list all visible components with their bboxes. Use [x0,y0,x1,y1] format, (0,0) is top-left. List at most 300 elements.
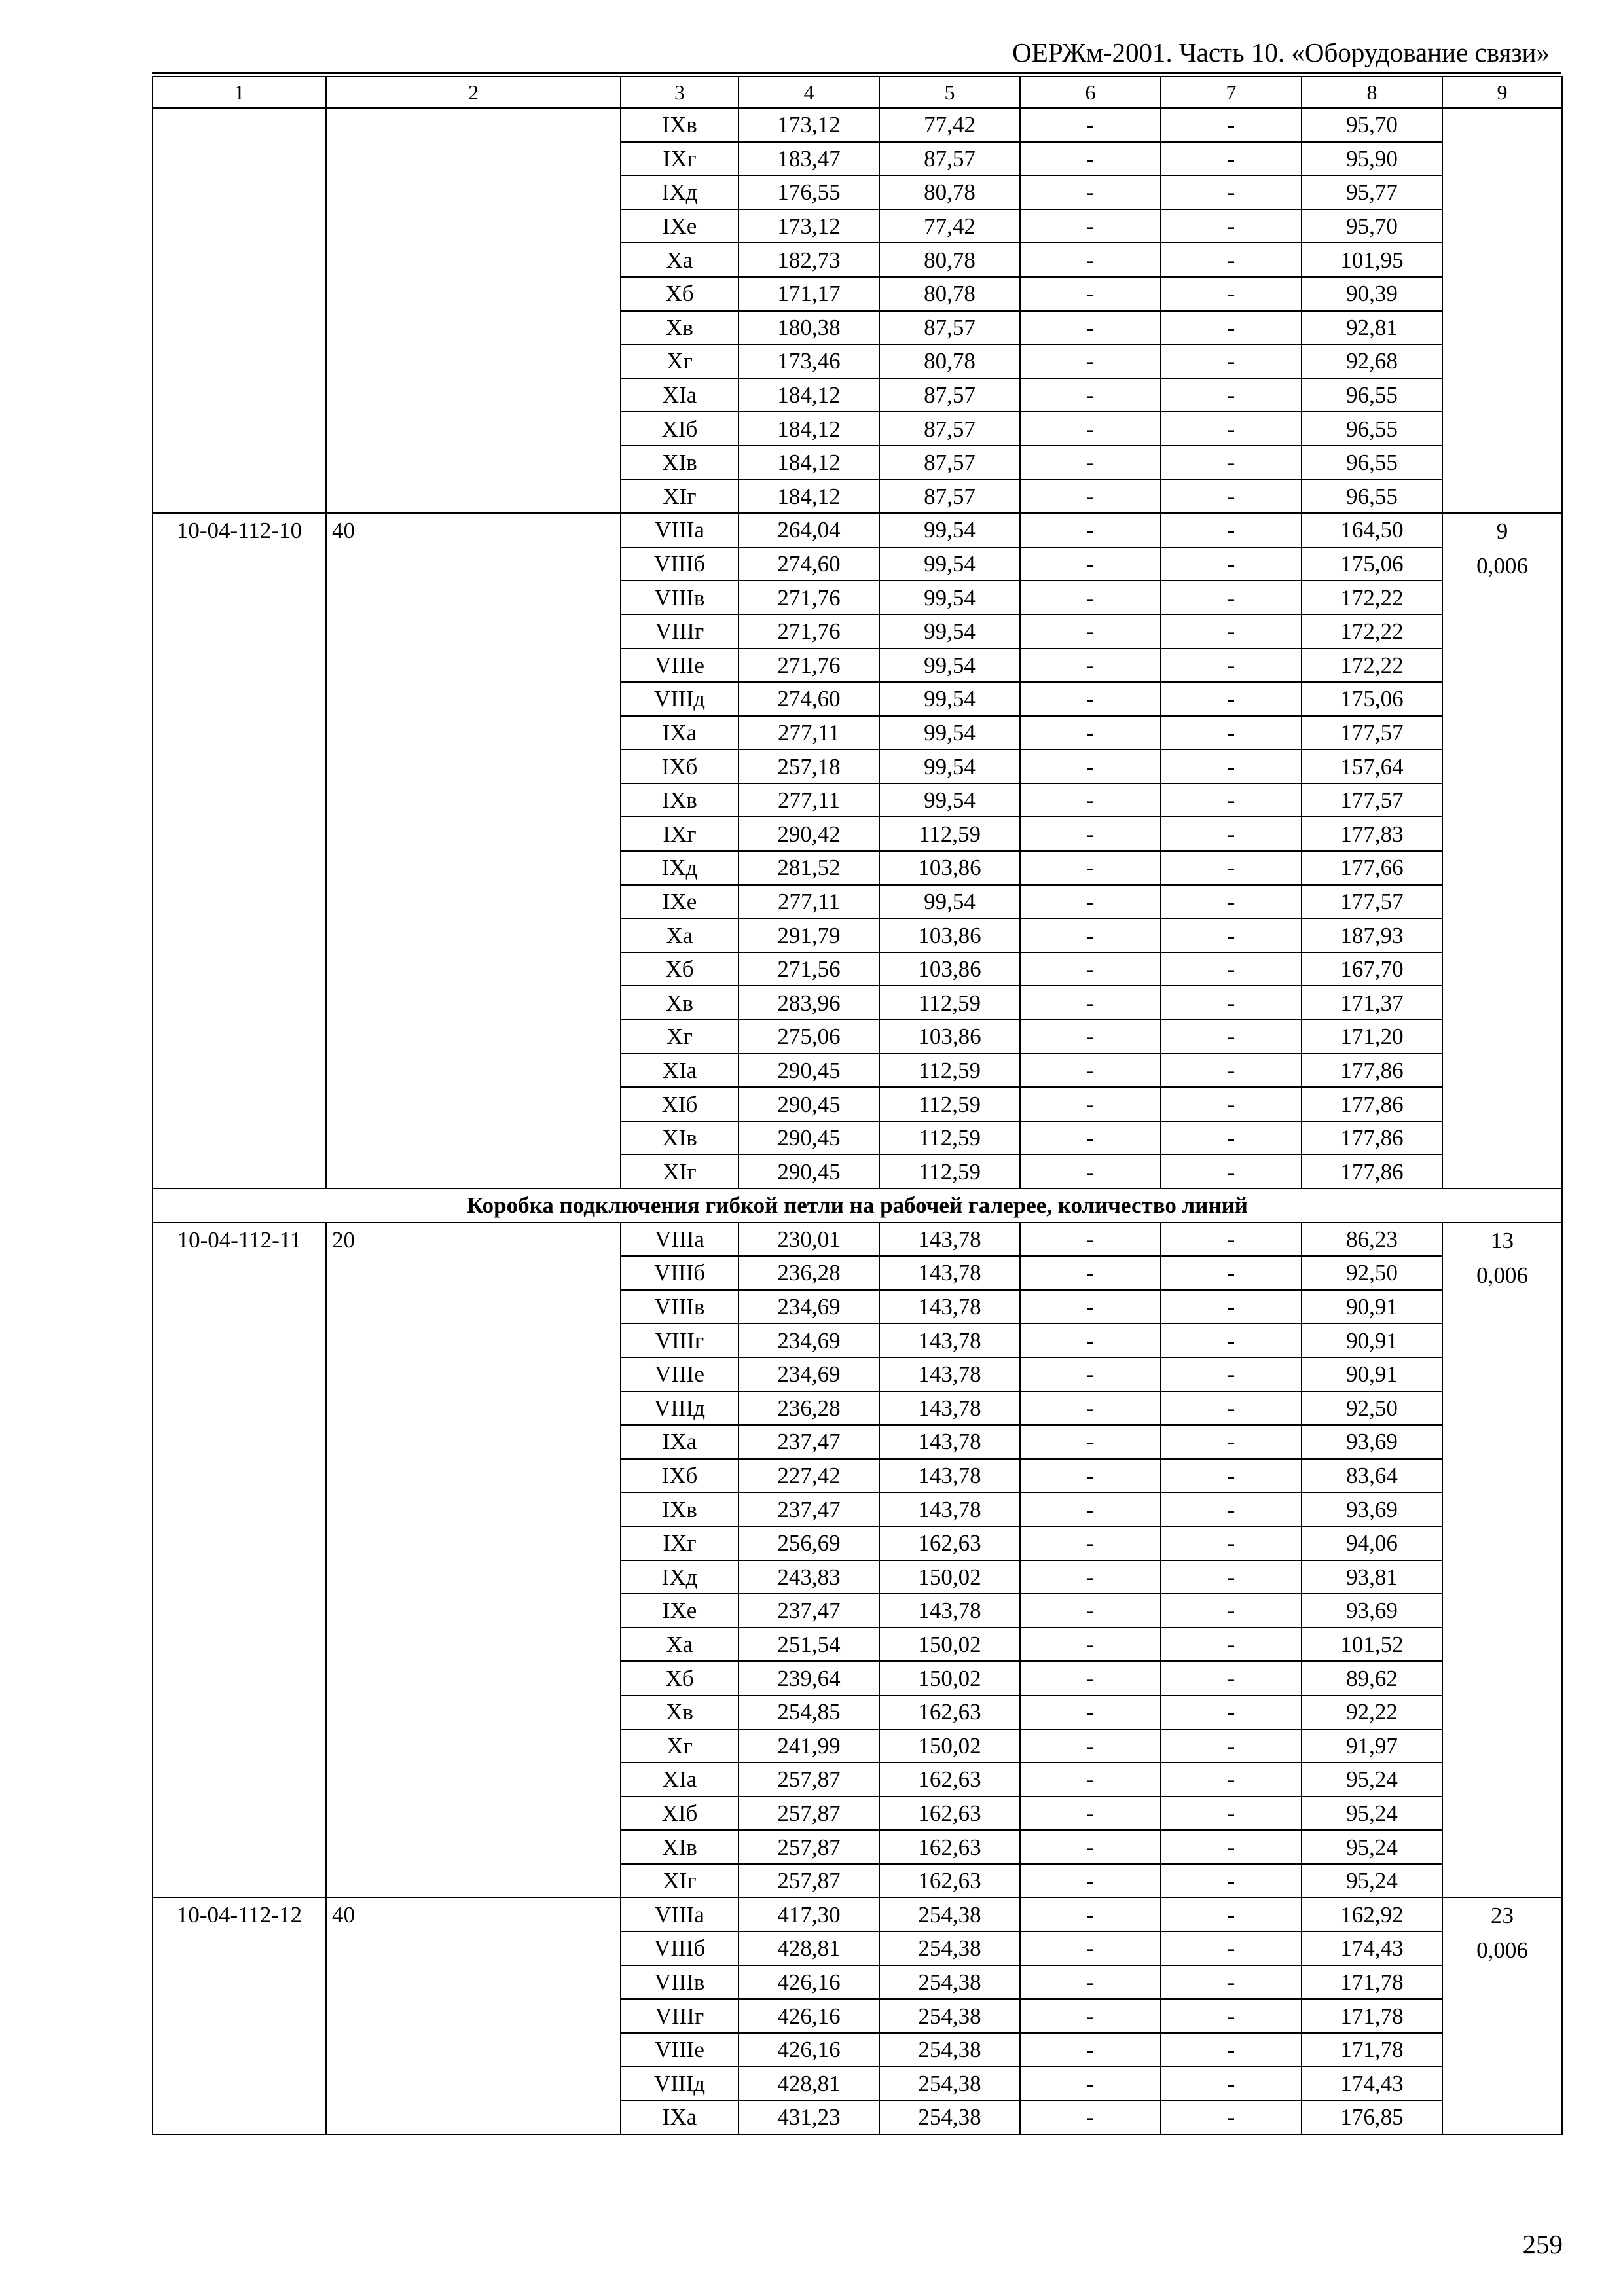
zone-cell: IXб [621,1459,739,1493]
driver-wages-cell: - [1161,1492,1302,1526]
materials-cell: 177,66 [1302,851,1442,885]
machine-cost-cell: - [1020,581,1161,615]
machine-cost-cell: - [1020,1560,1161,1594]
labor-cost-cell [1442,108,1562,513]
materials-cell: 171,20 [1302,1020,1442,1054]
driver-wages-cell: - [1161,344,1302,378]
rate-code-cell: 10-04-112-12 [153,1897,326,2134]
driver-wages-cell: - [1161,311,1302,345]
machine-cost-cell: - [1020,986,1161,1020]
materials-cell: 86,23 [1302,1223,1442,1257]
materials-cell: 162,92 [1302,1897,1442,1931]
zone-cell: Xа [621,243,739,277]
wages-cell: 87,57 [879,142,1020,176]
wages-cell: 99,54 [879,885,1020,919]
materials-cell: 177,57 [1302,716,1442,750]
materials-cell: 96,55 [1302,378,1442,412]
total-cost-cell: 173,12 [739,209,879,243]
page-number: 259 [1522,2229,1563,2259]
machine-cost-cell: - [1020,446,1161,480]
driver-wages-cell: - [1161,412,1302,446]
wages-cell: 99,54 [879,581,1020,615]
machine-cost-cell: - [1020,1290,1161,1324]
wages-cell: 80,78 [879,277,1020,311]
zone-cell: Xа [621,918,739,952]
zone-cell: XIг [621,480,739,514]
wages-cell: 162,63 [879,1864,1020,1898]
wages-cell: 254,38 [879,1999,1020,2033]
zone-cell: IXг [621,142,739,176]
machine-cost-cell: - [1020,1931,1161,1965]
wages-cell: 150,02 [879,1560,1020,1594]
total-cost-cell: 271,56 [739,952,879,986]
parameter-cell: 40 [326,513,621,1189]
machine-cost-cell: - [1020,1830,1161,1864]
materials-cell: 94,06 [1302,1526,1442,1560]
total-cost-cell: 426,16 [739,1999,879,2033]
zone-cell: IXв [621,783,739,817]
wages-cell: 254,38 [879,1965,1020,2000]
materials-cell: 171,78 [1302,1999,1442,2033]
driver-wages-cell: - [1161,2066,1302,2100]
column-number: 5 [879,77,1020,108]
driver-wages-cell: - [1161,1054,1302,1088]
total-cost-cell: 257,18 [739,749,879,783]
machine-cost-cell: - [1020,783,1161,817]
machine-cost-cell: - [1020,1425,1161,1459]
materials-cell: 92,50 [1302,1256,1442,1290]
zone-cell: VIIIд [621,682,739,716]
materials-cell: 90,91 [1302,1323,1442,1357]
wages-cell: 143,78 [879,1256,1020,1290]
wages-cell: 254,38 [879,1931,1020,1965]
wages-cell: 112,59 [879,817,1020,851]
wages-cell: 143,78 [879,1459,1020,1493]
zone-cell: IXа [621,2100,739,2134]
machine-cost-cell: - [1020,1492,1161,1526]
machine-cost-cell: - [1020,1864,1161,1898]
driver-wages-cell: - [1161,1628,1302,1662]
zone-cell: Xб [621,952,739,986]
materials-cell: 171,37 [1302,986,1442,1020]
wages-cell: 87,57 [879,446,1020,480]
materials-cell: 91,97 [1302,1729,1442,1763]
materials-cell: 93,69 [1302,1594,1442,1628]
wages-cell: 143,78 [879,1323,1020,1357]
driver-wages-cell: - [1161,1391,1302,1426]
materials-cell: 164,50 [1302,513,1442,547]
driver-wages-cell: - [1161,1256,1302,1290]
machine-cost-cell: - [1020,1054,1161,1088]
zone-cell: IXв [621,108,739,142]
driver-wages-cell: - [1161,277,1302,311]
machine-cost-cell: - [1020,1628,1161,1662]
materials-cell: 95,24 [1302,1763,1442,1797]
wages-cell: 99,54 [879,615,1020,649]
machine-cost-cell: - [1020,1695,1161,1729]
wages-cell: 162,63 [879,1797,1020,1831]
labor-cost-value: 23 [1491,1903,1514,1929]
zone-cell: VIIIе [621,1357,739,1391]
materials-cell: 172,22 [1302,615,1442,649]
driver-wages-cell: - [1161,952,1302,986]
column-number: 6 [1020,77,1161,108]
zone-cell: VIIIб [621,1256,739,1290]
materials-cell: 177,86 [1302,1121,1442,1155]
wages-cell: 150,02 [879,1729,1020,1763]
wages-cell: 80,78 [879,175,1020,209]
total-cost-cell: 173,46 [739,344,879,378]
machine-cost-cell: - [1020,2100,1161,2134]
driver-wages-cell: - [1161,1729,1302,1763]
wages-cell: 103,86 [879,851,1020,885]
total-cost-cell: 239,64 [739,1661,879,1695]
zone-cell: VIIIд [621,2066,739,2100]
wages-cell: 103,86 [879,918,1020,952]
zone-cell: IXб [621,749,739,783]
wages-cell: 99,54 [879,547,1020,581]
total-cost-cell: 251,54 [739,1628,879,1662]
materials-cell: 92,68 [1302,344,1442,378]
machine-cost-cell: - [1020,1087,1161,1121]
section-heading-row [153,1189,1562,1223]
materials-cell: 90,91 [1302,1290,1442,1324]
total-cost-cell: 256,69 [739,1526,879,1560]
driver-wages-cell: - [1161,1323,1302,1357]
driver-wages-cell: - [1161,513,1302,547]
materials-cell: 95,24 [1302,1797,1442,1831]
materials-cell: 89,62 [1302,1661,1442,1695]
column-number: 4 [739,77,879,108]
materials-cell: 96,55 [1302,446,1442,480]
zone-cell: VIIIа [621,513,739,547]
wages-cell: 162,63 [879,1695,1020,1729]
driver-wages-cell: - [1161,1087,1302,1121]
materials-cell: 172,22 [1302,581,1442,615]
column-number: 3 [621,77,739,108]
total-cost-cell: 243,83 [739,1560,879,1594]
driver-wages-cell: - [1161,986,1302,1020]
materials-cell: 101,52 [1302,1628,1442,1662]
wages-cell: 150,02 [879,1628,1020,1662]
wages-cell: 77,42 [879,108,1020,142]
driver-wages-cell: - [1161,1830,1302,1864]
wages-cell: 112,59 [879,1054,1020,1088]
zone-cell: XIа [621,1054,739,1088]
machine-cost-cell: - [1020,1223,1161,1257]
driver-wages-cell: - [1161,749,1302,783]
header-rule [152,72,1561,74]
machine-cost-cell: - [1020,1391,1161,1426]
driver-wages-cell: - [1161,108,1302,142]
total-cost-cell: 257,87 [739,1797,879,1831]
machine-cost-cell: - [1020,344,1161,378]
zone-cell: VIIIв [621,581,739,615]
driver-wages-cell: - [1161,682,1302,716]
driver-wages-cell: - [1161,1594,1302,1628]
machine-cost-cell: - [1020,243,1161,277]
machine-cost-cell: - [1020,1020,1161,1054]
zone-cell: IXд [621,851,739,885]
zone-cell: IXг [621,1526,739,1560]
machine-cost-cell: - [1020,513,1161,547]
driver-wages-cell: - [1161,1223,1302,1257]
materials-cell: 187,93 [1302,918,1442,952]
total-cost-cell: 264,04 [739,513,879,547]
zone-cell: Xв [621,1695,739,1729]
driver-wages-cell: - [1161,1965,1302,2000]
wages-cell: 99,54 [879,513,1020,547]
wages-cell: 143,78 [879,1594,1020,1628]
driver-wages-cell: - [1161,615,1302,649]
total-cost-cell: 176,55 [739,175,879,209]
driver-wages-cell: - [1161,885,1302,919]
materials-cell: 95,24 [1302,1830,1442,1864]
driver-wages-cell: - [1161,1425,1302,1459]
driver-wages-cell: - [1161,1797,1302,1831]
driver-wages-cell: - [1161,2033,1302,2067]
wages-cell: 143,78 [879,1357,1020,1391]
zone-cell: VIIIг [621,1999,739,2033]
labor-cost-value: 13 [1491,1227,1514,1253]
wages-cell: 143,78 [879,1492,1020,1526]
materials-cell: 172,22 [1302,649,1442,683]
machine-cost-cell: - [1020,1594,1161,1628]
wages-cell: 99,54 [879,783,1020,817]
total-cost-cell: 234,69 [739,1290,879,1324]
labor-cost-value: 0,006 [1476,553,1528,579]
machine-cost-cell: - [1020,1763,1161,1797]
machine-cost-cell: - [1020,108,1161,142]
total-cost-cell: 182,73 [739,243,879,277]
machine-cost-cell: - [1020,749,1161,783]
zone-cell: Xг [621,1020,739,1054]
column-number: 9 [1442,77,1562,108]
driver-wages-cell: - [1161,175,1302,209]
total-cost-cell: 417,30 [739,1897,879,1931]
machine-cost-cell: - [1020,480,1161,514]
wages-cell: 254,38 [879,2100,1020,2134]
materials-cell: 95,70 [1302,209,1442,243]
zone-cell: XIа [621,378,739,412]
wages-cell: 99,54 [879,649,1020,683]
machine-cost-cell: - [1020,2066,1161,2100]
total-cost-cell: 180,38 [739,311,879,345]
materials-cell: 177,86 [1302,1155,1442,1189]
machine-cost-cell: - [1020,277,1161,311]
materials-cell: 176,85 [1302,2100,1442,2134]
zone-cell: XIг [621,1864,739,1898]
zone-cell: XIб [621,1797,739,1831]
materials-cell: 177,86 [1302,1054,1442,1088]
driver-wages-cell: - [1161,1020,1302,1054]
total-cost-cell: 271,76 [739,649,879,683]
total-cost-cell: 274,60 [739,682,879,716]
zone-cell: IXа [621,716,739,750]
materials-cell: 96,55 [1302,412,1442,446]
total-cost-cell: 241,99 [739,1729,879,1763]
total-cost-cell: 184,12 [739,378,879,412]
zone-cell: Xв [621,986,739,1020]
materials-cell: 95,77 [1302,175,1442,209]
zone-cell: Xг [621,1729,739,1763]
driver-wages-cell: - [1161,2100,1302,2134]
materials-cell: 95,90 [1302,142,1442,176]
driver-wages-cell: - [1161,480,1302,514]
total-cost-cell: 171,17 [739,277,879,311]
total-cost-cell: 230,01 [739,1223,879,1257]
machine-cost-cell: - [1020,175,1161,209]
zone-cell: VIIIа [621,1897,739,1931]
machine-cost-cell: - [1020,1897,1161,1931]
machine-cost-cell: - [1020,649,1161,683]
total-cost-cell: 428,81 [739,2066,879,2100]
zone-cell: VIIIб [621,547,739,581]
total-cost-cell: 290,45 [739,1121,879,1155]
driver-wages-cell: - [1161,243,1302,277]
parameter-cell [326,108,621,513]
labor-cost-cell [1442,513,1562,1189]
driver-wages-cell: - [1161,783,1302,817]
materials-cell: 175,06 [1302,547,1442,581]
total-cost-cell: 184,12 [739,480,879,514]
total-cost-cell: 277,11 [739,783,879,817]
driver-wages-cell: - [1161,1931,1302,1965]
total-cost-cell: 277,11 [739,716,879,750]
column-number: 2 [326,77,621,108]
zone-cell: VIIIв [621,1290,739,1324]
driver-wages-cell: - [1161,918,1302,952]
zone-cell: VIIIе [621,649,739,683]
machine-cost-cell: - [1020,378,1161,412]
machine-cost-cell: - [1020,1999,1161,2033]
wages-cell: 87,57 [879,311,1020,345]
table-row [153,108,1562,142]
wages-cell: 254,38 [879,2033,1020,2067]
wages-cell: 77,42 [879,209,1020,243]
column-number: 1 [153,77,326,108]
wages-cell: 254,38 [879,1897,1020,1931]
labor-cost-value: 0,006 [1476,1262,1528,1288]
wages-cell: 150,02 [879,1661,1020,1695]
materials-cell: 83,64 [1302,1459,1442,1493]
total-cost-cell: 274,60 [739,547,879,581]
driver-wages-cell: - [1161,1357,1302,1391]
driver-wages-cell: - [1161,1763,1302,1797]
driver-wages-cell: - [1161,1121,1302,1155]
materials-cell: 177,86 [1302,1087,1442,1121]
labor-cost-value: 0,006 [1476,1937,1528,1964]
materials-cell: 174,43 [1302,1931,1442,1965]
wages-cell: 162,63 [879,1763,1020,1797]
machine-cost-cell: - [1020,142,1161,176]
materials-cell: 101,95 [1302,243,1442,277]
column-number-row [153,77,1562,108]
parameter-cell: 40 [326,1897,621,2134]
driver-wages-cell: - [1161,817,1302,851]
total-cost-cell: 227,42 [739,1459,879,1493]
machine-cost-cell: - [1020,1357,1161,1391]
zone-cell: IXе [621,209,739,243]
zone-cell: VIIIд [621,1391,739,1426]
machine-cost-cell: - [1020,2033,1161,2067]
wages-cell: 162,63 [879,1526,1020,1560]
zone-cell: IXв [621,1492,739,1526]
zone-cell: XIг [621,1155,739,1189]
machine-cost-cell: - [1020,1797,1161,1831]
materials-cell: 90,39 [1302,277,1442,311]
rates-table [152,76,1563,2135]
materials-cell: 92,22 [1302,1695,1442,1729]
table-row [153,1223,1562,1257]
zone-cell: XIв [621,1121,739,1155]
total-cost-cell: 428,81 [739,1931,879,1965]
column-number: 7 [1161,77,1302,108]
machine-cost-cell: - [1020,1526,1161,1560]
machine-cost-cell: - [1020,1121,1161,1155]
materials-cell: 93,69 [1302,1425,1442,1459]
zone-cell: Xа [621,1628,739,1662]
zone-cell: XIб [621,412,739,446]
zone-cell: Xг [621,344,739,378]
zone-cell: IXа [621,1425,739,1459]
machine-cost-cell: - [1020,615,1161,649]
materials-cell: 157,64 [1302,749,1442,783]
total-cost-cell: 254,85 [739,1695,879,1729]
wages-cell: 99,54 [879,682,1020,716]
driver-wages-cell: - [1161,581,1302,615]
wages-cell: 112,59 [879,1087,1020,1121]
materials-cell: 93,81 [1302,1560,1442,1594]
zone-cell: Xб [621,1661,739,1695]
total-cost-cell: 257,87 [739,1864,879,1898]
zone-cell: IXд [621,175,739,209]
section-heading: Коробка подключения гибкой петли на рабочей галерее, количество линий [153,1189,1562,1223]
rates-table-container [152,76,1561,2135]
materials-cell: 177,83 [1302,817,1442,851]
driver-wages-cell: - [1161,1526,1302,1560]
materials-cell: 90,91 [1302,1357,1442,1391]
driver-wages-cell: - [1161,1695,1302,1729]
wages-cell: 87,57 [879,412,1020,446]
machine-cost-cell: - [1020,412,1161,446]
driver-wages-cell: - [1161,209,1302,243]
machine-cost-cell: - [1020,885,1161,919]
machine-cost-cell: - [1020,1729,1161,1763]
zone-cell: VIIIа [621,1223,739,1257]
total-cost-cell: 234,69 [739,1323,879,1357]
wages-cell: 99,54 [879,749,1020,783]
rate-code-cell: 10-04-112-11 [153,1223,326,1898]
materials-cell: 174,43 [1302,2066,1442,2100]
driver-wages-cell: - [1161,446,1302,480]
zone-cell: VIIIв [621,1965,739,2000]
wages-cell: 103,86 [879,1020,1020,1054]
wages-cell: 143,78 [879,1425,1020,1459]
materials-cell: 167,70 [1302,952,1442,986]
total-cost-cell: 290,45 [739,1087,879,1121]
total-cost-cell: 290,42 [739,817,879,851]
machine-cost-cell: - [1020,1459,1161,1493]
zone-cell: VIIIг [621,615,739,649]
machine-cost-cell: - [1020,952,1161,986]
zone-cell: IXе [621,885,739,919]
machine-cost-cell: - [1020,1661,1161,1695]
total-cost-cell: 277,11 [739,885,879,919]
driver-wages-cell: - [1161,1560,1302,1594]
zone-cell: VIIIе [621,2033,739,2067]
rate-code-cell [153,108,326,513]
